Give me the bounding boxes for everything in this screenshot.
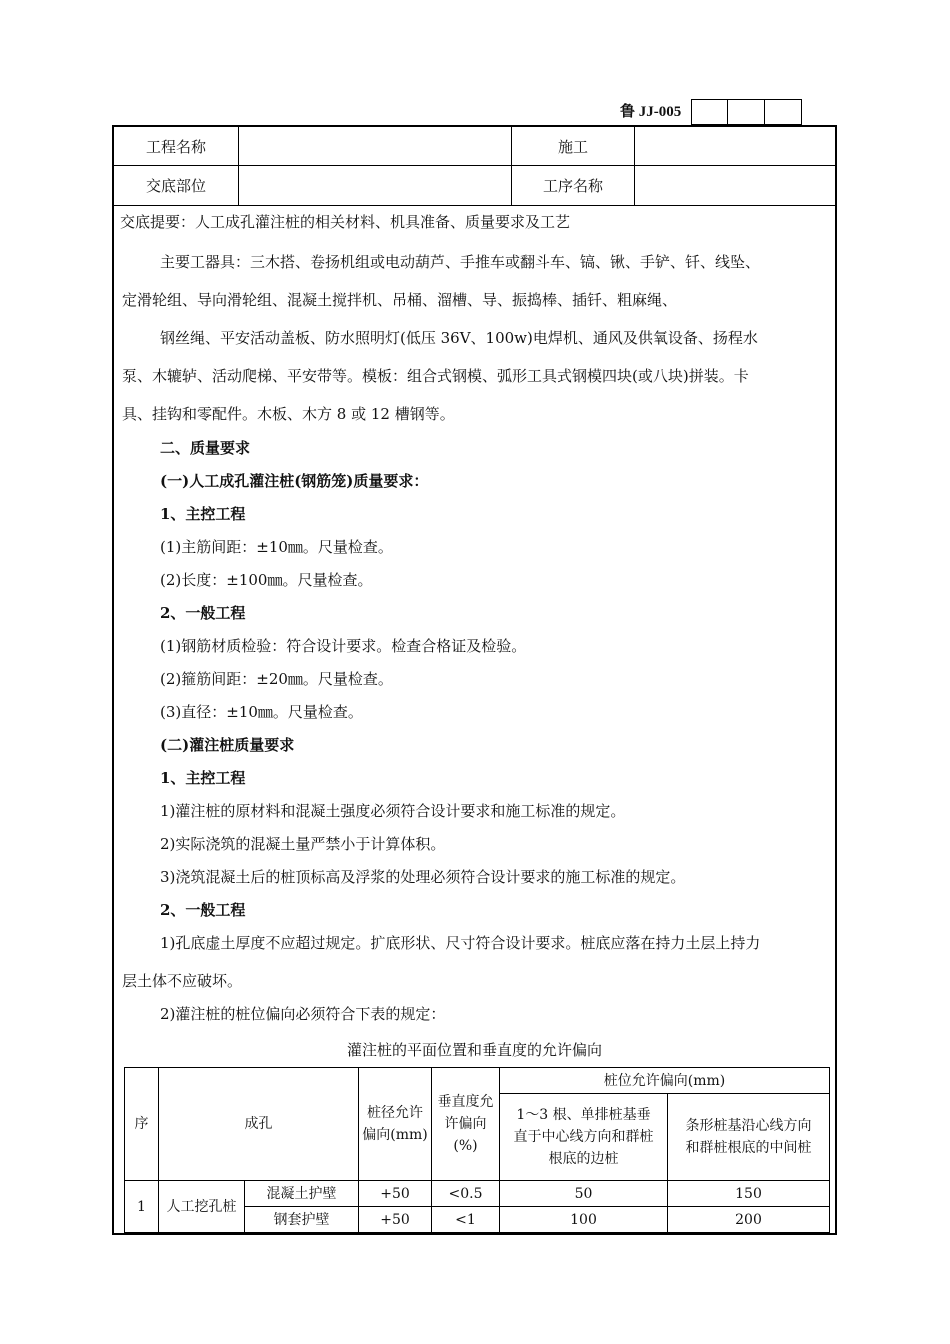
location-label: 交底部位 [145, 177, 206, 195]
doc-code: 鲁 JJ-005 [620, 104, 682, 120]
body-line: (二)灌注桩质量要求 [160, 736, 295, 754]
doc-code-row [620, 99, 802, 125]
body-line: 1)孔底虚土厚度不应超过规定。扩底形状、尺寸符合设计要求。桩底应落在持力土层上持力 [160, 934, 761, 952]
body-line: 1、主控工程 [160, 769, 246, 787]
project-name-value[interactable] [239, 127, 511, 165]
summary: 交底提要：人工成孔灌注桩的相关材料、机具准备、质量要求及工艺 [120, 213, 571, 231]
process-name-label: 工序名称 [542, 177, 603, 195]
body-line: (1)钢筋材质检验：符合设计要求。检查合格证及检验。 [160, 637, 527, 655]
body-line: 二、质量要求 [160, 439, 251, 457]
code-box-3 [765, 99, 802, 125]
construction-label: 施工 [557, 137, 588, 156]
body-line: 钢丝绳、平安活动盖板、防水照明灯(低压 36V、100w)电焊机、通风及供氧设备、扬程水 [160, 329, 758, 347]
body-line: 1)灌注桩的原材料和混凝土强度必须符合设计要求和施工标准的规定。 [160, 802, 626, 820]
body-line: 2、一般工程 [160, 604, 246, 622]
header-position-middle-line-1: 条形桩基沿心线方向 [685, 1118, 812, 1134]
deviation-table [124, 1067, 830, 1233]
body-line: (3)直径：±10㎜。尺量检查。 [160, 703, 363, 721]
row2-diameter: +50 [359, 1207, 432, 1233]
row2-middle: 200 [668, 1207, 830, 1233]
row1-wall: 混凝土护壁 [245, 1181, 359, 1207]
row2-verticality: <1 [432, 1207, 500, 1233]
body-line: 泵、木辘轳、活动爬梯、平安带等。模板：组合式钢模、弧形工具式钢模四块(或八块)拼装。卡 [122, 367, 749, 385]
row1-middle: 150 [668, 1181, 830, 1207]
header-position-edge-line-2: 直于中心线方向和群桩 [513, 1129, 654, 1145]
header-position-middle-line-2: 和群桩根底的中间桩 [685, 1140, 812, 1156]
body-line: 3)浇筑混凝土后的桩顶标高及浮浆的处理必须符合设计要求的施工标准的规定。 [160, 868, 686, 886]
header-row-2 [114, 166, 835, 206]
body-line: 2)灌注桩的桩位偏向必须符合下表的规定： [160, 1005, 446, 1023]
body-line: (2)箍筋间距：±20㎜。尺量检查。 [160, 670, 393, 688]
code-box-1 [691, 99, 728, 125]
header-verticality-line-1: 垂直度允 [437, 1094, 494, 1110]
header-verticality-line-2: 许偏向 [444, 1116, 487, 1132]
body-line: 2)实际浇筑的混凝土量严禁小于计算体积。 [160, 835, 446, 853]
header-verticality-line-3: (%) [453, 1138, 478, 1154]
construction-value[interactable] [635, 127, 835, 165]
header-diameter-line-1: 桩径允许 [367, 1105, 423, 1121]
body-line: 具、挂钩和零配件。木板、木方 8 或 12 槽钢等。 [122, 405, 455, 423]
header-position-edge-line-1: 1～3 根、单排桩基垂 [516, 1107, 651, 1123]
row1-edge: 50 [500, 1181, 668, 1207]
body-line: 层土体不应破坏。 [122, 972, 243, 990]
table-caption: 灌注桩的平面位置和垂直度的允许偏向 [346, 1041, 602, 1059]
header-diameter-line-2: 偏向(mm) [362, 1127, 428, 1143]
header-position-middle [668, 1094, 830, 1181]
header-position: 桩位允许偏向(mm) [500, 1068, 830, 1094]
row-seq: 1 [125, 1181, 159, 1233]
row2-wall: 钢套护壁 [245, 1207, 359, 1233]
header-method: 成孔 [159, 1068, 359, 1181]
row-method: 人工挖孔桩 [159, 1181, 245, 1233]
disclosure-form [112, 125, 837, 1235]
row2-edge: 100 [500, 1207, 668, 1233]
body-line: 主要工器具：三木搭、卷扬机组或电动葫芦、手推车或翻斗车、镐、锹、手铲、钎、线坠、 [160, 253, 761, 271]
header-diameter [359, 1068, 432, 1181]
body-line: 定滑轮组、导向滑轮组、混凝土搅拌机、吊桶、溜槽、导、振捣棒、插钎、粗麻绳、 [122, 291, 678, 309]
project-name-label: 工程名称 [145, 137, 206, 156]
header-verticality [432, 1068, 500, 1181]
body-line: (1)主筋间距：±10㎜。尺量检查。 [160, 538, 393, 556]
body-line: 1、主控工程 [160, 505, 246, 523]
header-position-edge-line-3: 根底的边桩 [548, 1151, 619, 1167]
body-line: (一)人工成孔灌注桩(钢筋笼)质量要求： [160, 472, 429, 490]
row1-diameter: +50 [359, 1181, 432, 1207]
header-row-1 [114, 127, 835, 166]
code-box-2 [728, 99, 765, 125]
process-name-value[interactable] [635, 166, 835, 205]
row1-verticality: <0.5 [432, 1181, 500, 1207]
location-value[interactable] [239, 166, 511, 205]
body-line: (2)长度：±100㎜。尺量检查。 [160, 571, 373, 589]
header-seq: 序 [125, 1068, 159, 1181]
header-position-edge [500, 1094, 668, 1181]
body-line: 2、一般工程 [160, 901, 246, 919]
